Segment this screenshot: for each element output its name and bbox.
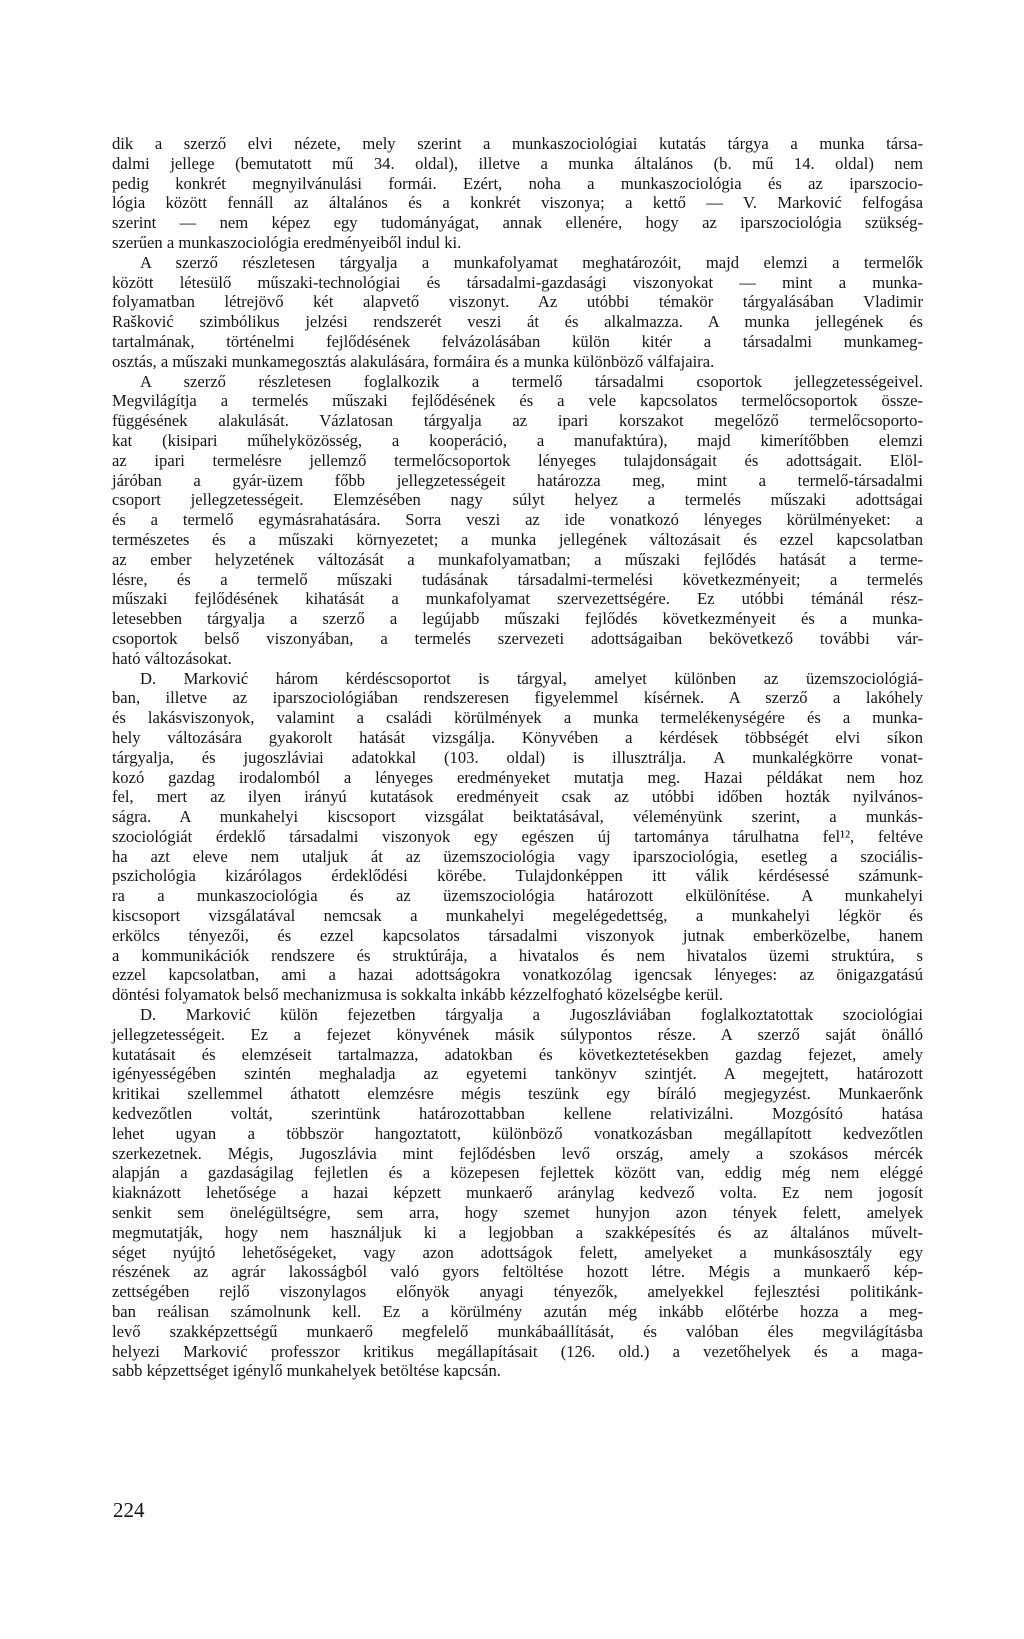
text-line: kritikai szellemmel áthatott elemzésre mégis teszünk egy bíráló megjegyzést. Munkaerőnk <box>112 1084 923 1104</box>
text-line: ha azt eleve nem utaljuk át az üzemszociológia vagy iparszociológia, esetleg a szociális- <box>112 846 923 866</box>
text-line: szociológiát érdeklő társadalmi viszonyok egy egészen új tartománya tárulhatna fel¹², feltéve <box>112 826 923 846</box>
text-line: jellegzetességeit. Ez a fejezet könyvének másik súlypontos része. A szerző saját önálló <box>112 1024 923 1044</box>
text-line: járóban a gyár-üzem főbb jellegzetességeit határozza meg, mint a termelő-társadalmi <box>112 470 923 490</box>
text-line: A szerző részletesen foglalkozik a termelő társadalmi csoportok jellegzetességeivel. <box>140 371 923 391</box>
text-line: A szerző részletesen tárgyalja a munkafolyamat meghatározóit, majd elemzi a termelők <box>140 252 923 272</box>
text-line: Rašković szimbólikus jelzési rendszerét veszi át és alkalmazza. A munka jellegének és <box>112 312 923 332</box>
text-line: folyamatban létrejövő két alapvető viszonyt. Az utóbbi témakör tárgyalásában Vladimir <box>112 292 923 312</box>
text-line: kedvezőtlen voltát, szerintünk határozottabban kellene relativizálni. Mozgósító hatása <box>112 1104 923 1124</box>
text-line: szerkezetnek. Mégis, Jugoszlávia mint fejlődésben levő ország, amely a szokásos mércék <box>112 1143 923 1163</box>
text-line: kutatásait és elemzéseit tartalmazza, adatokban és következtetésekben gazdag fejezet, amely <box>112 1044 923 1064</box>
text-line: csoport jellegzetességeit. Elemzésében nagy súlyt helyez a termelés műszaki adottságai <box>112 490 923 510</box>
text-line: ezzel kapcsolatban, ami a hazai adottságokra vonatkozólag igencsak lényeges: az önigazgatású <box>112 965 923 985</box>
text-line: pedig konkrét megnyilvánulási formái. Ezért, noha a munkaszociológia és az iparszocio- <box>112 173 923 193</box>
text-line: fel, mert az ilyen irányú kutatások eredményeit csak az utóbbi időben hozták nyilvános- <box>112 787 923 807</box>
text-line: dik a szerző elvi nézete, mely szerint a munkaszociológiai kutatás tárgya a munka társa- <box>112 134 923 153</box>
text-line: kat (kisipari műhelyközösség, a kooperáció, a manufaktúra), majd kimerítőbben elemzi <box>112 430 923 450</box>
text-line: letesebben tárgyalja a szerző a legújabb műszaki fejlődés következményeit és a munka- <box>112 609 923 629</box>
text-line: és lakásviszonyok, valamint a családi körülmények a munka termelékenységére és a munka- <box>112 708 923 728</box>
text-line: D. Marković külön fejezetben tárgyalja a Jugoszláviában foglalkoztatottak szociológiai <box>140 1005 923 1025</box>
text-line: igényességében szintén meghaladja az egyetemi tankönyv szintjét. A megejtett, határozott <box>112 1064 923 1084</box>
text-line: kiaknázott lehetősége a hazai képzett munkaerő aránylag kedvező volta. Ez nem jogosít <box>112 1183 923 1203</box>
text-line: lehet ugyan a többször hangoztatott, különböző vonatkozásban megállapított kedvezőtlen <box>112 1123 923 1143</box>
text-line: D. Marković három kérdéscsoportot is tárgyal, amelyet különben az üzemszociológiá- <box>140 668 923 688</box>
text-line: tartalmának, történelmi fejlődésének felvázolásában külön kitér a társadalmi munkameg- <box>112 331 923 351</box>
text-line: műszaki fejlődésének kihatását a munkafolyamat szervezettségére. Ez utóbbi témánál rész- <box>112 589 923 609</box>
text-line: zettségében rejlő viszonylagos előnyök anyagi tényezők, amelyekkel fejlesztési politikánk- <box>112 1282 923 1302</box>
text-line: szerűen a munkaszociológia eredményeiből indul ki. <box>112 232 462 252</box>
text-line: kiscsoport vizsgálatával nemcsak a munkahelyi megelégedettség, a munkahelyi légkör és <box>112 906 923 926</box>
text-line: ra a munkaszociológia és az üzemszociológia határozott elkülönítése. A munkahelyi <box>112 886 923 906</box>
text-line: között létesülő műszaki-technológiai és társadalmi-gazdasági viszonyokat — mint a munka- <box>112 272 923 292</box>
text-line: Megvilágítja a termelés műszaki fejlődésének és a vele kapcsolatos termelőcsoportok össze- <box>112 391 923 411</box>
text-line: pszichológia kizárólagos érdeklődési körébe. Tulajdonképpen itt válik kérdésessé számunk- <box>112 866 923 886</box>
text-line: erkölcs tényezői, és ezzel kapcsolatos társadalmi viszonyok jutnak emberközelbe, hanem <box>112 925 923 945</box>
text-line: senkit sem önelégültségre, sem arra, hogy szemet hunyjon azon tények felett, amelyek <box>112 1203 923 1223</box>
page-number: 224 <box>113 1498 145 1522</box>
text-line: ságra. A munkahelyi kiscsoport vizsgálat beiktatásával, véleményünk szerint, a munkás- <box>112 807 923 827</box>
text-line: természetes és a műszaki környezetet; a munka jellegének változásait és ezzel kapcsolatban <box>112 529 923 549</box>
text-line: az ipari termelésre jellemző termelőcsoportok lényeges tulajdonságait és adottságait. Elöl- <box>112 450 923 470</box>
text-line: ban, illetve az iparszociológiában rendszeresen figyelemmel kísérnek. A szerző a lakóhely <box>112 688 923 708</box>
text-line: ban reálisan számolnunk kell. Ez a körülmény azután még inkább előtérbe hozza a meg- <box>112 1302 923 1322</box>
text-line: megmutatják, hogy nem használjuk ki a legjobban a szakképesítés és az általános művelt- <box>112 1222 923 1242</box>
text-line: alapján a gazdaságilag fejletlen és a közepesen fejlettek között van, eddig még nem eléggé <box>112 1163 923 1183</box>
text-line: tárgyalja, és jugoszláviai adatokkal (103. oldal) is illusztrálja. A munkalégkörre vonat- <box>112 747 923 767</box>
text-line: függésének alakulását. Vázlatosan tárgyalja az ipari korszakot megelőző termelőcsoporto- <box>112 411 923 431</box>
text-line: csoportok belső viszonyában, a termelés szervezeti adottságaiban bekövetkező további vár- <box>112 628 923 648</box>
text-line: kozó gazdag irodalomból a lényeges eredményeket mutatja meg. Hazai példákat nem hoz <box>112 767 923 787</box>
text-line: sabb képzettséget igénylő munkahelyek betöltése kapcsán. <box>112 1361 501 1381</box>
text-line: szerint — nem képez egy tudományágat, annak ellenére, hogy az iparszociológia szükség- <box>112 213 923 233</box>
text-line: lésre, és a termelő műszaki tudásának társadalmi-termelési következményeit; a termelés <box>112 569 923 589</box>
text-line: az ember helyzetének változását a munkafolyamatban; a műszaki fejlődés hatását a terme- <box>112 549 923 569</box>
text-line: lógia között fennáll az általános és a konkrét viszonya; a kettő — V. Marković felfogása <box>112 193 923 213</box>
text-line: részének az agrár lakosságból való gyors feltöltése hozott létre. Mégis a munkaerő kép- <box>112 1262 923 1282</box>
text-line: és a termelő egymásrahatására. Sorra veszi az ide vonatkozó lényeges körülményeket: a <box>112 510 923 530</box>
text-line: helyezi Marković professzor kritikus megállapításait (126. old.) a vezetőhelyek és a maga- <box>112 1341 923 1361</box>
text-line: ható változásokat. <box>112 648 232 668</box>
text-line: dalmi jellege (bemutatott mű 34. oldal), illetve a munka általános (b. mű 14. oldal) nem <box>112 153 923 173</box>
text-line: osztás, a műszaki munkamegosztás alakulására, formáira és a munka különböző válfajaira. <box>112 351 715 371</box>
text-line: séget nyújtó lehetőségeket, vagy azon adottságok felett, amelyeket a munkásosztály egy <box>112 1242 923 1262</box>
body-text <box>112 134 923 1381</box>
text-line: hely változására gyakorolt hatását vizsgálja. Könyvében a kérdések többségét elvi síkon <box>112 727 923 747</box>
text-line: döntési folyamatok belső mechanizmusa is sokkalta inkább kézzelfogható közelségbe kerül. <box>112 985 724 1005</box>
text-line: levő szakképzettségű munkaerő megfelelő munkábaállítását, és valóban éles megvilágításba <box>112 1321 923 1341</box>
text-line: a kommunikációk rendszere és struktúrája, a hivatalos és nem hivatalos üzemi struktúra, s <box>112 945 923 965</box>
